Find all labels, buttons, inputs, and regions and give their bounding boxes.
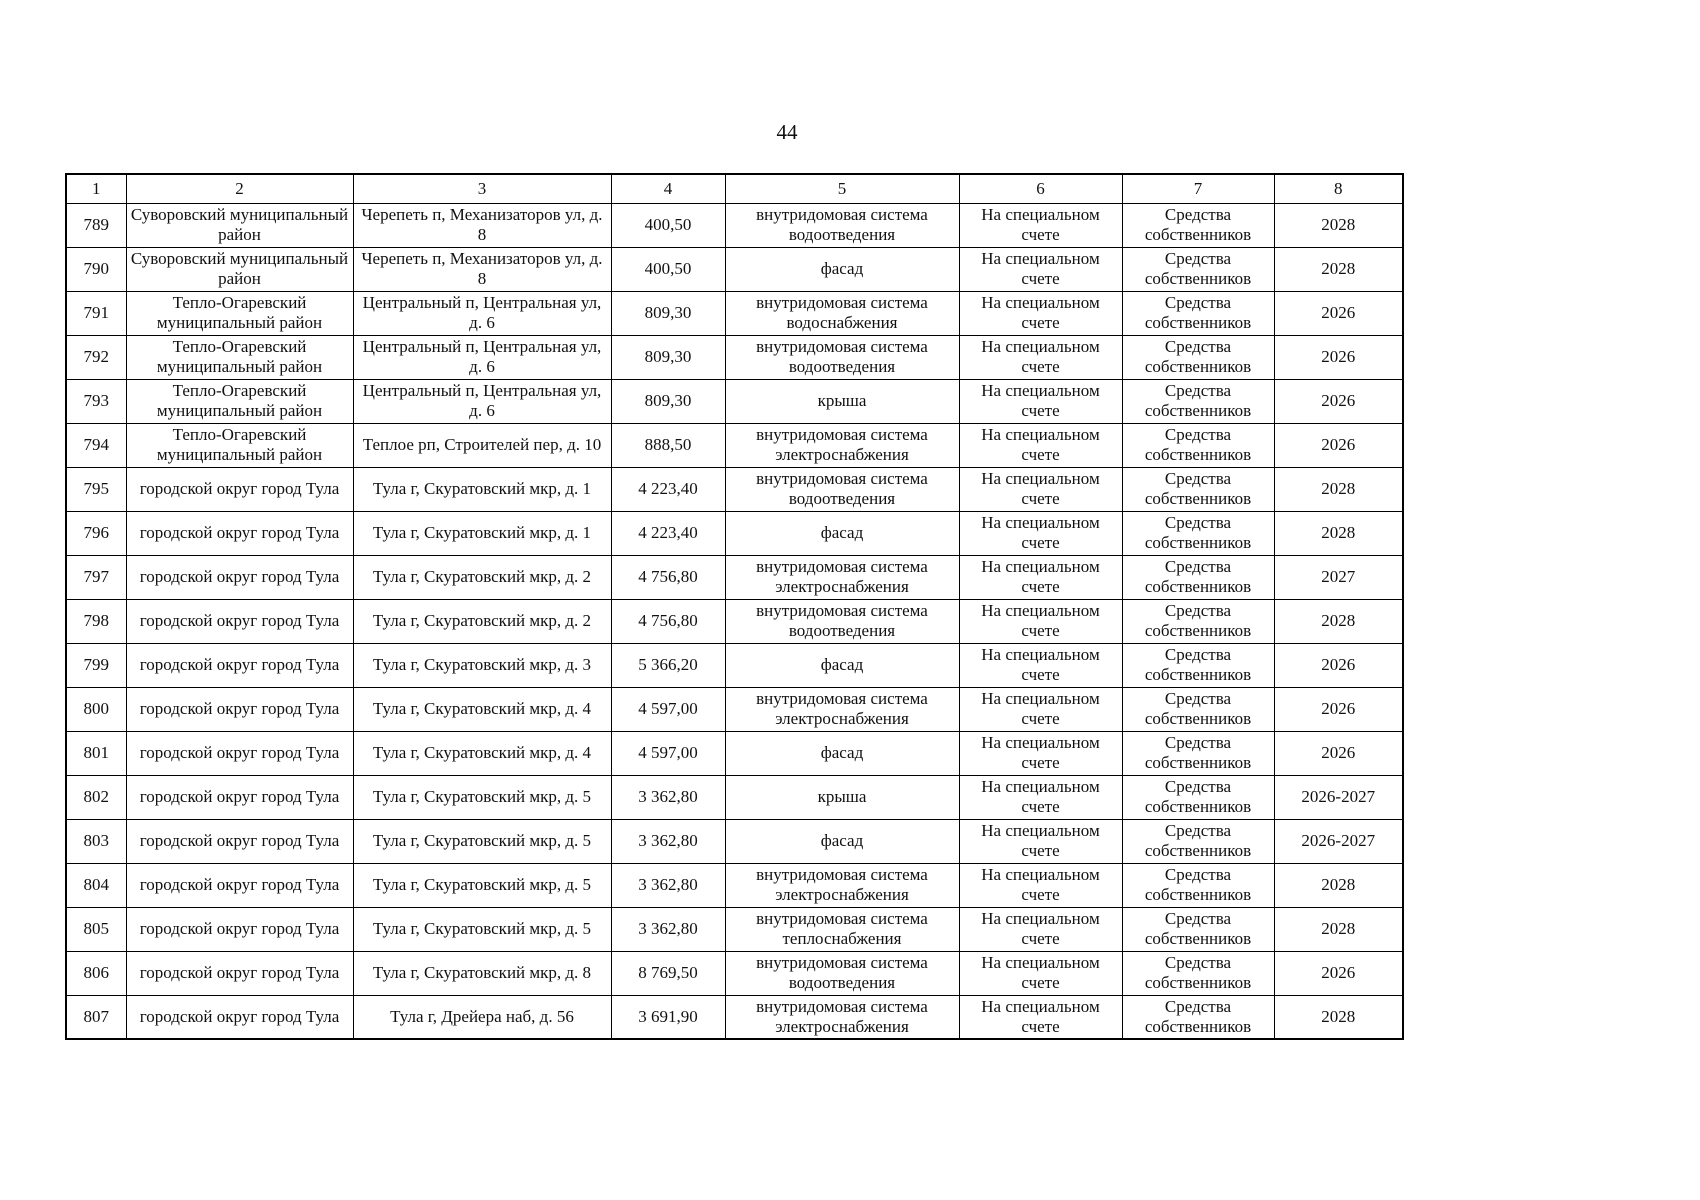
cell-district: городской округ город Тула <box>126 731 353 775</box>
cell-system: фасад <box>725 731 959 775</box>
cell-account: На специальном счете <box>959 687 1122 731</box>
cell-address: Тула г, Скуратовский мкр, д. 2 <box>353 599 611 643</box>
cell-period: 2026 <box>1274 731 1403 775</box>
table-row <box>66 555 1403 599</box>
cell-address: Тула г, Скуратовский мкр, д. 1 <box>353 467 611 511</box>
cell-system: крыша <box>725 775 959 819</box>
cell-district: Тепло-Огаревский муниципальный район <box>126 335 353 379</box>
cell-area: 4 597,00 <box>611 687 725 731</box>
cell-period: 2026-2027 <box>1274 819 1403 863</box>
cell-funding: Средства собственников <box>1122 599 1274 643</box>
cell-n: 806 <box>66 951 126 995</box>
cell-n: 795 <box>66 467 126 511</box>
table-row <box>66 379 1403 423</box>
cell-n: 807 <box>66 995 126 1039</box>
cell-system: внутридомовая система электроснабжения <box>725 995 959 1039</box>
cell-n: 796 <box>66 511 126 555</box>
cell-n: 799 <box>66 643 126 687</box>
cell-period: 2026 <box>1274 643 1403 687</box>
header-cell: 2 <box>126 174 353 203</box>
cell-system: внутридомовая система водоснабжения <box>725 291 959 335</box>
cell-address: Тула г, Скуратовский мкр, д. 3 <box>353 643 611 687</box>
header-cell: 4 <box>611 174 725 203</box>
cell-period: 2026 <box>1274 291 1403 335</box>
header-cell: 8 <box>1274 174 1403 203</box>
cell-n: 798 <box>66 599 126 643</box>
table-row <box>66 291 1403 335</box>
cell-system: фасад <box>725 247 959 291</box>
cell-area: 4 756,80 <box>611 599 725 643</box>
cell-n: 792 <box>66 335 126 379</box>
cell-funding: Средства собственников <box>1122 379 1274 423</box>
cell-account: На специальном счете <box>959 291 1122 335</box>
table-row <box>66 819 1403 863</box>
cell-period: 2027 <box>1274 555 1403 599</box>
cell-account: На специальном счете <box>959 819 1122 863</box>
table-row <box>66 467 1403 511</box>
cell-n: 804 <box>66 863 126 907</box>
cell-funding: Средства собственников <box>1122 687 1274 731</box>
cell-area: 3 362,80 <box>611 775 725 819</box>
cell-system: крыша <box>725 379 959 423</box>
cell-period: 2028 <box>1274 907 1403 951</box>
cell-period: 2028 <box>1274 467 1403 511</box>
cell-address: Тула г, Скуратовский мкр, д. 5 <box>353 907 611 951</box>
cell-n: 800 <box>66 687 126 731</box>
cell-district: городской округ город Тула <box>126 467 353 511</box>
cell-account: На специальном счете <box>959 467 1122 511</box>
cell-account: На специальном счете <box>959 555 1122 599</box>
cell-funding: Средства собственников <box>1122 203 1274 247</box>
cell-address: Центральный п, Центральная ул, д. 6 <box>353 291 611 335</box>
cell-address: Тула г, Скуратовский мкр, д. 5 <box>353 863 611 907</box>
cell-funding: Средства собственников <box>1122 555 1274 599</box>
cell-address: Теплое рп, Строителей пер, д. 10 <box>353 423 611 467</box>
cell-account: На специальном счете <box>959 951 1122 995</box>
cell-area: 5 366,20 <box>611 643 725 687</box>
cell-area: 400,50 <box>611 247 725 291</box>
table-header-row <box>66 174 1403 203</box>
cell-account: На специальном счете <box>959 247 1122 291</box>
header-cell: 1 <box>66 174 126 203</box>
cell-system: внутридомовая система электроснабжения <box>725 863 959 907</box>
cell-area: 4 597,00 <box>611 731 725 775</box>
table-row <box>66 643 1403 687</box>
cell-system: внутридомовая система водоотведения <box>725 599 959 643</box>
cell-district: городской округ город Тула <box>126 687 353 731</box>
cell-funding: Средства собственников <box>1122 291 1274 335</box>
cell-period: 2026 <box>1274 951 1403 995</box>
cell-system: внутридомовая система электроснабжения <box>725 687 959 731</box>
cell-n: 801 <box>66 731 126 775</box>
cell-area: 3 362,80 <box>611 863 725 907</box>
cell-district: Суворовский муниципальный район <box>126 247 353 291</box>
cell-area: 888,50 <box>611 423 725 467</box>
cell-account: На специальном счете <box>959 599 1122 643</box>
cell-district: городской округ город Тула <box>126 951 353 995</box>
cell-address: Тула г, Скуратовский мкр, д. 5 <box>353 775 611 819</box>
cell-area: 809,30 <box>611 291 725 335</box>
cell-funding: Средства собственников <box>1122 511 1274 555</box>
cell-system: фасад <box>725 819 959 863</box>
cell-period: 2026-2027 <box>1274 775 1403 819</box>
cell-area: 4 223,40 <box>611 467 725 511</box>
cell-n: 791 <box>66 291 126 335</box>
table-row <box>66 863 1403 907</box>
table-row <box>66 951 1403 995</box>
table-row <box>66 423 1403 467</box>
cell-funding: Средства собственников <box>1122 819 1274 863</box>
cell-funding: Средства собственников <box>1122 907 1274 951</box>
table-row <box>66 775 1403 819</box>
cell-period: 2026 <box>1274 687 1403 731</box>
cell-area: 4 223,40 <box>611 511 725 555</box>
table-row <box>66 687 1403 731</box>
cell-account: На специальном счете <box>959 907 1122 951</box>
cell-area: 3 362,80 <box>611 907 725 951</box>
cell-address: Тула г, Скуратовский мкр, д. 1 <box>353 511 611 555</box>
cell-n: 790 <box>66 247 126 291</box>
cell-area: 400,50 <box>611 203 725 247</box>
cell-area: 3 691,90 <box>611 995 725 1039</box>
cell-address: Черепеть п, Механизаторов ул, д. 8 <box>353 203 611 247</box>
cell-district: Тепло-Огаревский муниципальный район <box>126 423 353 467</box>
cell-account: На специальном счете <box>959 643 1122 687</box>
cell-funding: Средства собственников <box>1122 951 1274 995</box>
cell-address: Тула г, Скуратовский мкр, д. 4 <box>353 687 611 731</box>
cell-funding: Средства собственников <box>1122 247 1274 291</box>
cell-district: городской округ город Тула <box>126 907 353 951</box>
cell-area: 809,30 <box>611 379 725 423</box>
cell-period: 2028 <box>1274 995 1403 1039</box>
cell-account: На специальном счете <box>959 379 1122 423</box>
cell-n: 789 <box>66 203 126 247</box>
cell-district: городской округ город Тула <box>126 555 353 599</box>
cell-district: городской округ город Тула <box>126 819 353 863</box>
cell-n: 805 <box>66 907 126 951</box>
cell-district: Тепло-Огаревский муниципальный район <box>126 291 353 335</box>
table-row <box>66 599 1403 643</box>
cell-period: 2026 <box>1274 379 1403 423</box>
page-number: 44 <box>776 120 798 144</box>
cell-system: внутридомовая система водоотведения <box>725 467 959 511</box>
cell-funding: Средства собственников <box>1122 995 1274 1039</box>
cell-account: На специальном счете <box>959 511 1122 555</box>
header-cell: 3 <box>353 174 611 203</box>
cell-system: внутридомовая система электроснабжения <box>725 423 959 467</box>
cell-period: 2028 <box>1274 247 1403 291</box>
data-table <box>65 173 1404 1040</box>
cell-address: Тула г, Скуратовский мкр, д. 2 <box>353 555 611 599</box>
cell-account: На специальном счете <box>959 335 1122 379</box>
cell-system: внутридомовая система водоотведения <box>725 951 959 995</box>
cell-period: 2028 <box>1274 511 1403 555</box>
table-row <box>66 335 1403 379</box>
cell-funding: Средства собственников <box>1122 423 1274 467</box>
cell-funding: Средства собственников <box>1122 643 1274 687</box>
cell-district: городской округ город Тула <box>126 863 353 907</box>
cell-funding: Средства собственников <box>1122 467 1274 511</box>
cell-account: На специальном счете <box>959 423 1122 467</box>
cell-area: 8 769,50 <box>611 951 725 995</box>
cell-account: На специальном счете <box>959 995 1122 1039</box>
cell-funding: Средства собственников <box>1122 335 1274 379</box>
table-row <box>66 247 1403 291</box>
cell-district: городской округ город Тула <box>126 775 353 819</box>
cell-account: На специальном счете <box>959 863 1122 907</box>
cell-period: 2026 <box>1274 423 1403 467</box>
cell-period: 2028 <box>1274 863 1403 907</box>
cell-account: На специальном счете <box>959 731 1122 775</box>
header-cell: 6 <box>959 174 1122 203</box>
cell-period: 2028 <box>1274 203 1403 247</box>
cell-system: внутридомовая система электроснабжения <box>725 555 959 599</box>
cell-n: 802 <box>66 775 126 819</box>
cell-period: 2028 <box>1274 599 1403 643</box>
cell-district: городской округ город Тула <box>126 599 353 643</box>
cell-n: 803 <box>66 819 126 863</box>
table-row <box>66 907 1403 951</box>
cell-system: фасад <box>725 643 959 687</box>
cell-funding: Средства собственников <box>1122 731 1274 775</box>
cell-address: Центральный п, Центральная ул, д. 6 <box>353 379 611 423</box>
cell-district: Тепло-Огаревский муниципальный район <box>126 379 353 423</box>
cell-area: 3 362,80 <box>611 819 725 863</box>
cell-n: 793 <box>66 379 126 423</box>
cell-n: 797 <box>66 555 126 599</box>
cell-address: Тула г, Скуратовский мкр, д. 8 <box>353 951 611 995</box>
cell-district: городской округ город Тула <box>126 511 353 555</box>
cell-system: фасад <box>725 511 959 555</box>
cell-address: Тула г, Дрейера наб, д. 56 <box>353 995 611 1039</box>
cell-area: 809,30 <box>611 335 725 379</box>
cell-address: Центральный п, Центральная ул, д. 6 <box>353 335 611 379</box>
table-row <box>66 203 1403 247</box>
cell-system: внутридомовая система теплоснабжения <box>725 907 959 951</box>
cell-district: Суворовский муниципальный район <box>126 203 353 247</box>
table-row <box>66 731 1403 775</box>
cell-account: На специальном счете <box>959 775 1122 819</box>
cell-funding: Средства собственников <box>1122 863 1274 907</box>
cell-account: На специальном счете <box>959 203 1122 247</box>
cell-period: 2026 <box>1274 335 1403 379</box>
header-cell: 7 <box>1122 174 1274 203</box>
cell-district: городской округ город Тула <box>126 995 353 1039</box>
cell-n: 794 <box>66 423 126 467</box>
cell-system: внутридомовая система водоотведения <box>725 335 959 379</box>
table-body <box>66 203 1403 1039</box>
cell-area: 4 756,80 <box>611 555 725 599</box>
table-row <box>66 511 1403 555</box>
header-cell: 5 <box>725 174 959 203</box>
cell-address: Черепеть п, Механизаторов ул, д. 8 <box>353 247 611 291</box>
cell-address: Тула г, Скуратовский мкр, д. 5 <box>353 819 611 863</box>
cell-system: внутридомовая система водоотведения <box>725 203 959 247</box>
cell-funding: Средства собственников <box>1122 775 1274 819</box>
cell-address: Тула г, Скуратовский мкр, д. 4 <box>353 731 611 775</box>
cell-district: городской округ город Тула <box>126 643 353 687</box>
table-row <box>66 995 1403 1039</box>
